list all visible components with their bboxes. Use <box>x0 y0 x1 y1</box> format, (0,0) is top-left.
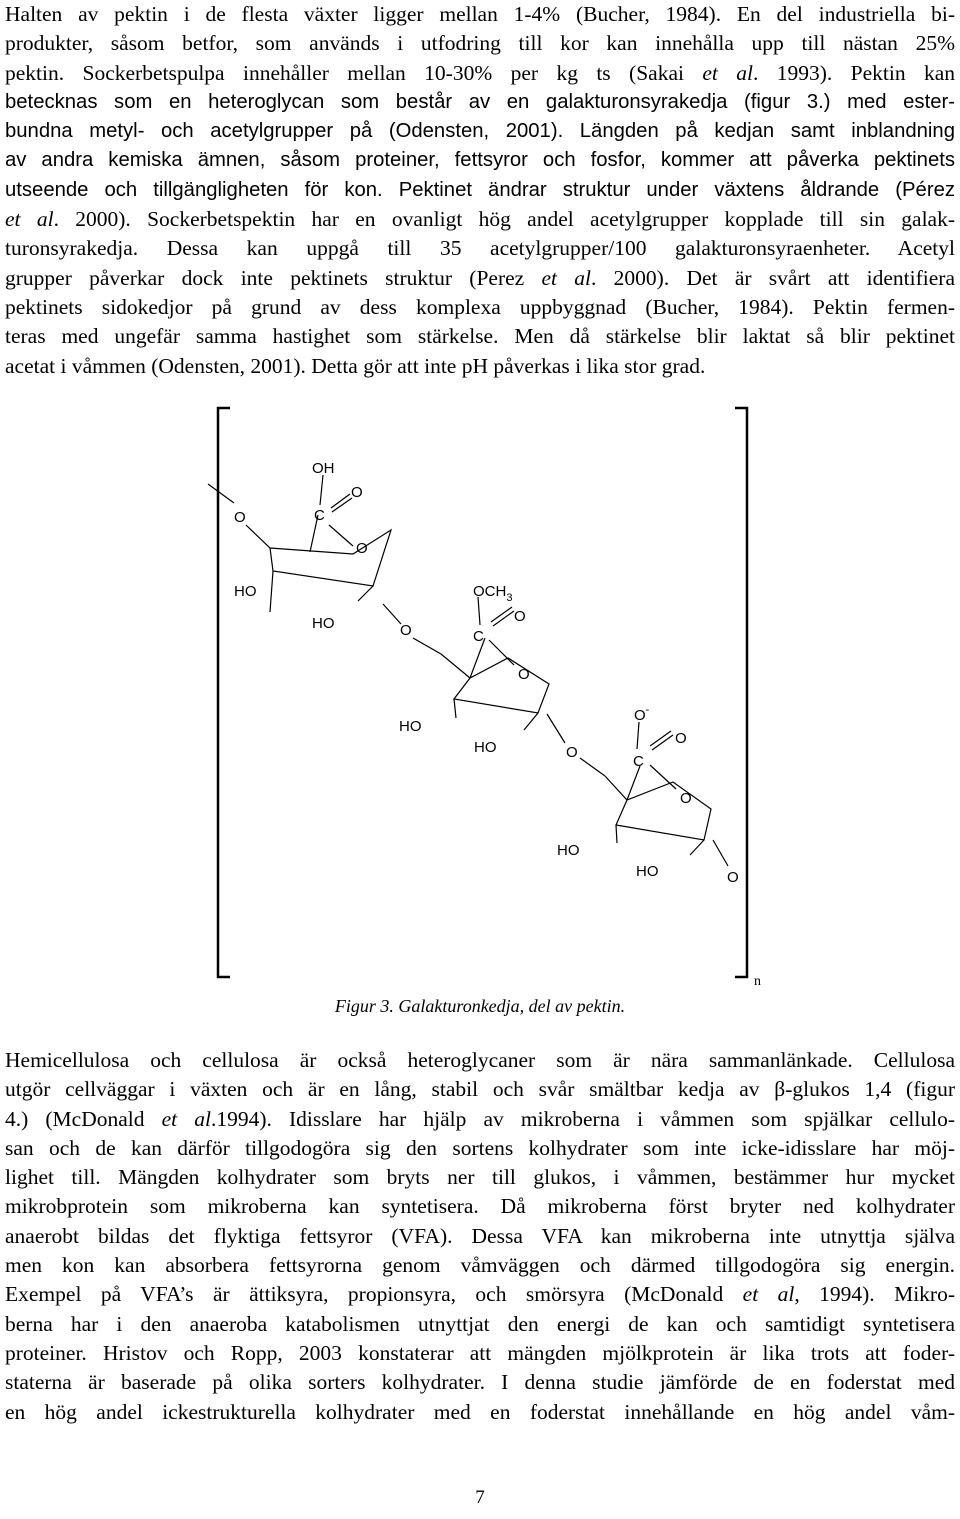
methoxy-label: $OCH_3$ <box>473 583 513 604</box>
galacturonic-acid-chain-figure <box>200 400 780 1000</box>
text-line: san och de kan därför tillgodogöra sig den sortens kolhydrater som inte icke-idisslare har möj- <box>5 1135 955 1160</box>
carboxylate-oxygen: O- <box>634 704 650 724</box>
hydroxyl-label: HO <box>312 615 335 632</box>
glycosidic-oxygen: O <box>566 744 578 761</box>
text-line: pektin. Sockerbetspulpa innehåller mellan 10-30% per kg ts (Sakai et al. 1993). Pektin kan <box>5 60 955 85</box>
text-line: berna har i den anaeroba katabolismen utnyttjat den energi de kan och samtidigt syntetisera <box>5 1311 955 1336</box>
text-line: mikrobprotein som mikroberna kan syntetisera. Då mikroberna först bryter ned kolhydrater <box>5 1194 955 1219</box>
text-line: en hög andel ickestrukturella kolhydrater med en foderstat innehållande en hög andel våm- <box>5 1399 955 1424</box>
text-line: Exempel på VFA’s är ättiksyra, propionsyra, och smörsyra (McDonald et al, 1994). Mikro- <box>5 1282 955 1307</box>
text-line: grupper påverkar dock inte pektinets struktur (Perez et al. 2000). Det är svårt att identifiera <box>5 265 955 290</box>
carboxyl-carbon: C <box>314 507 325 524</box>
hydroxyl-label: HO <box>399 718 422 735</box>
hydroxyl-label: HO <box>474 739 497 756</box>
text-line: acetat i våmmen (Odensten, 2001). Detta gör att inte pH påverkas i lika stor grad. <box>5 353 706 378</box>
text-line: turonsyrakedja. Dessa kan uppgå till 35 acetylgrupper/100 galakturonsyraenheter. Acetyl <box>5 236 955 261</box>
carbonyl-oxygen: O <box>351 484 363 501</box>
carboxyl-carbon: C <box>633 753 644 770</box>
text-line: et al. 2000). Sockerbetspektin har en ovanligt hög andel acetylgrupper kopplade till sin galak- <box>5 207 955 232</box>
text-line: teras med ungefär samma hastighet som stärkelse. Men då stärkelse blir laktat så blir pektinet <box>5 324 955 349</box>
text-line: produkter, såsom betfor, som används i utfodring till kor kan innehålla upp till nästan 25% <box>5 31 955 56</box>
paragraph-pectin-content <box>5 0 955 381</box>
galacturonic-unit-3 <box>557 704 739 886</box>
repeat-subscript-n: n <box>754 974 761 989</box>
glycosidic-oxygen: O <box>234 509 246 526</box>
text-line: av andra kemiska ämnen, såsom proteiner, fettsyror och fosfor, kommer att påverka pektinets <box>5 149 955 172</box>
ring-oxygen: O <box>356 540 368 557</box>
figure-caption: Figur 3. Galakturonkedja, del av pektin. <box>334 996 626 1016</box>
text-line: 4.) (McDonald et al.1994). Idisslare har hjälp av mikroberna i våmmen som spjälkar cellulo- <box>5 1106 956 1131</box>
ring-oxygen: O <box>680 790 692 807</box>
text-line: staterna är baserade på olika sorters kolhydrater. I denna studie jämförde de en foderstat med <box>5 1370 955 1395</box>
text-line: bundna metyl- och acetylgrupper på (Odensten, 2001). Längden på kedjan samt inblandning <box>5 120 955 143</box>
hydroxyl-label: HO <box>234 583 257 600</box>
ring-oxygen: O <box>518 666 530 683</box>
text-line: utgör cellväggar i växten och är en lång, stabil och svår smältbar kedja av β-glukos 1,4 (figur <box>5 1077 955 1102</box>
paragraph-cellulose <box>5 1046 955 1427</box>
text-line: proteiner. Hristov och Ropp, 2003 konstaterar att mängden mjölkprotein är lika trots att foder- <box>5 1340 955 1365</box>
ester-carbon: C <box>473 628 484 645</box>
carbonyl-oxygen: O <box>514 608 526 625</box>
text-line: lighet till. Mängden kolhydrater som bryts ner till glukos, i våmmen, bestämmer hur mycket <box>5 1165 955 1190</box>
text-line: men kon kan absorbera fettsyrorna genom våmväggen och därmed tillgodogöra sig energin. <box>5 1253 955 1278</box>
glycosidic-oxygen: O <box>400 622 412 639</box>
right-bracket <box>735 408 747 977</box>
galacturonic-unit-1 <box>208 460 412 639</box>
hydroxyl-label: HO <box>557 842 580 859</box>
carbonyl-oxygen: O <box>675 730 687 747</box>
terminal-oxygen: O <box>727 869 739 886</box>
hydroxyl-label: OH <box>312 460 335 477</box>
text-line: anaerobt bildas det flyktiga fettsyror (VFA). Dessa VFA kan mikroberna inte utnyttja själva <box>5 1223 955 1248</box>
text-line: Hemicellulosa och cellulosa är också heteroglycaner som är nära sammanlänkade. Cellulosa <box>5 1048 955 1072</box>
page-number: 7 <box>475 1487 485 1508</box>
text-line: utseende och tillgängligheten för kon. Pektinet ändrar struktur under växtens åldrande (Pérez <box>5 178 955 201</box>
text-line: betecknas som en heteroglycan som består av en galakturonsyrakedja (figur 3.) med ester- <box>5 90 955 113</box>
hydroxyl-label: HO <box>636 863 659 880</box>
galacturonic-unit-2 <box>399 583 578 761</box>
text-line: Halten av pektin i de flesta växter ligger mellan 1-4% (Bucher, 1984). En del industriella bi- <box>5 2 955 26</box>
text-line: pektinets sidokedjor på grund av dess komplexa uppbyggnad (Bucher, 1984). Pektin fermen- <box>5 294 955 319</box>
